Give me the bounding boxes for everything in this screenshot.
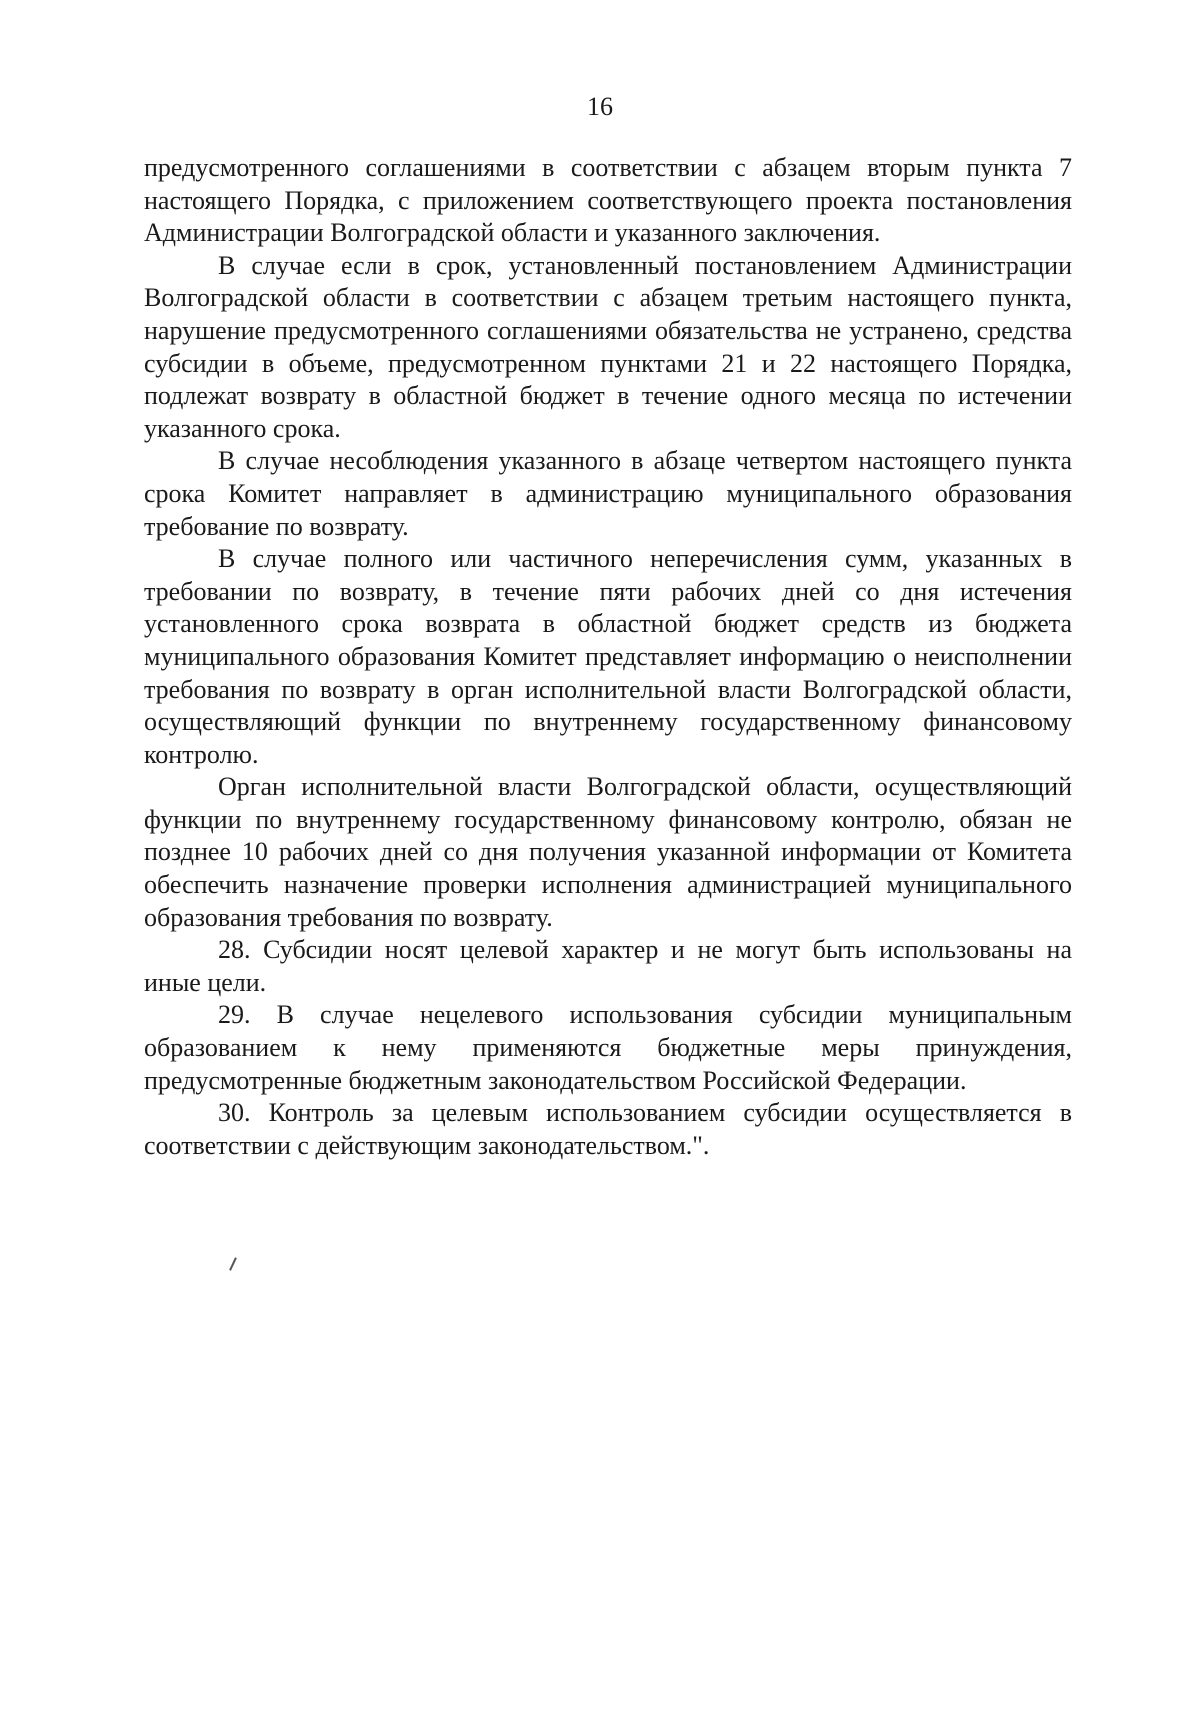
paragraph-item-30: 30. Контроль за целевым использованием субсидии осуществляется в соответствии с действующим законодательством.".: [144, 1098, 1072, 1160]
paragraph-control-body: Орган исполнительной власти Волгоградской области, осуществляющий функции по внутреннему государственному финансовому контролю, обязан не позднее 10 рабочих дней со дня получения указанной информации от Комитета обеспечить назначение проверки исполнения администрацией муниципального образования требования по возврату.: [144, 772, 1072, 932]
paragraph-item-28: 28. Субсидии носят целевой характер и не могут быть использованы на иные цели.: [144, 935, 1072, 997]
paragraph-noncompliance: В случае несоблюдения указанного в абзаце четвертом настоящего пункта срока Комитет направляет в администрацию муниципального образования требование по возврату.: [144, 446, 1072, 541]
paragraph-deadline-return: В случае если в срок, установленный постановлением Администрации Волгоградской области в соответствии с абзацем третьим настоящего пункта, нарушение предусмотренного соглашениями обязательства не устранено, средства субсидии в объеме, предусмотренном пунктами 21 и 22 настоящего Порядка, подлежат возврату в областной бюджет в течение одного месяца по истечении указанного срока.: [144, 250, 1072, 443]
scan-artifact-mark: [229, 1257, 237, 1271]
paragraph-continuation: предусмотренного соглашениями в соответствии с абзацем вторым пункта 7 настоящего Порядка, с приложением соответствующего проекта постановления Администрации Волгоградской области и указанного заключения.: [144, 153, 1072, 248]
paragraph-nontransfer: В случае полного или частичного неперечисления сумм, указанных в требовании по возврату, в течение пяти рабочих дней со дня истечения установленного срока возврата в областной бюджет средств из бюджета муниципального образования Комитет представляет информацию о неисполнении требования по возврату в орган исполнительной власти Волгоградской области, осуществляющий функции по внутреннему государственному финансовому контролю.: [144, 544, 1072, 769]
paragraph-item-29: 29. В случае нецелевого использования субсидии муниципальным образованием к нему применяются бюджетные меры принуждения, предусмотренные бюджетным законодательством Российской Федерации.: [144, 1000, 1072, 1095]
document-body: [144, 152, 1072, 1162]
page-number: 16: [587, 92, 613, 121]
